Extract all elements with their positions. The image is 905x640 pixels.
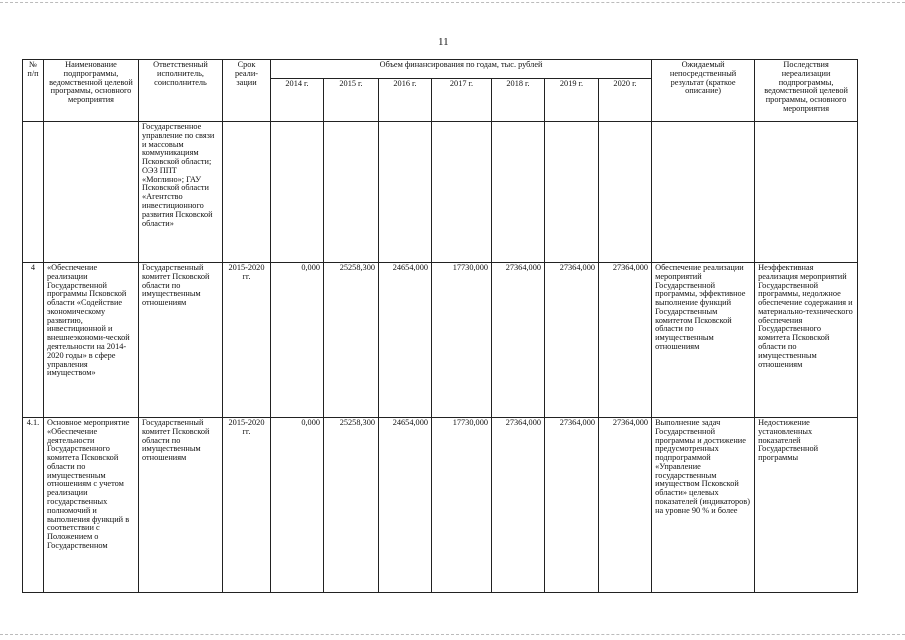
row-value-2016: 24654,000 (379, 418, 432, 593)
row-executor: Государственное управление по связи и массовым коммуникациям Псковской области; ОЭЗ ППТ «Моглино»; ГАУ Псковской области «Агентство инвестиционного развития Псковской области» (139, 122, 223, 263)
row-consequences: Недостижение установленных показателей Государственной программы (755, 418, 858, 593)
row-period: 2015-2020 гг. (223, 263, 271, 418)
row-consequences: Неэффективная реализация мероприятий Государственной программы, недолжное обеспечение содержания и материально-технического обеспечения Государственного комитета Псковской области по имущественным отношениям (755, 263, 858, 418)
row-value-2019 (545, 122, 599, 263)
row-value-2020: 27364,000 (599, 263, 652, 418)
row-value-2018: 27364,000 (492, 263, 545, 418)
row-consequences (755, 122, 858, 263)
header-period: Срок реали-зации (223, 60, 271, 122)
row-name (44, 122, 139, 263)
row-value-2019: 27364,000 (545, 418, 599, 593)
header-year: 2017 г. (432, 79, 492, 122)
header-result: Ожидаемый непосредственный результат (краткое описание) (652, 60, 755, 122)
header-year: 2020 г. (599, 79, 652, 122)
scan-edge-top (0, 2, 905, 4)
row-period (223, 122, 271, 263)
header-consequences: Последствия нереализации подпрограммы, ведомственной целевой программы, основного мероприятия (755, 60, 858, 122)
table-row (23, 418, 858, 593)
row-value-2017: 17730,000 (432, 263, 492, 418)
row-value-2020 (599, 122, 652, 263)
row-value-2015: 25258,300 (324, 263, 379, 418)
table-row (23, 122, 858, 263)
row-value-2018 (492, 122, 545, 263)
row-period: 2015-2020 гг. (223, 418, 271, 593)
row-name: «Обеспечение реализации Государственной программы Псковской области «Содействие экономическому развитию, инвестиционной и внешнеэкономи-ческой деятельности на 2014-2020 годы» в сфере управления имуществом» (44, 263, 139, 418)
header-executor: Ответственный исполнитель, соисполнитель (139, 60, 223, 122)
header-year: 2019 г. (545, 79, 599, 122)
row-name: Основное мероприятие «Обеспечение деятельности Государственного комитета Псковской области по имущественным отношениям с учетом реализации государственных полномочий и выполнения функций в соответствии с Положением о Государственном (44, 418, 139, 593)
header-year: 2016 г. (379, 79, 432, 122)
row-value-2014: 0,000 (271, 418, 324, 593)
row-num: 4 (23, 263, 44, 418)
row-value-2017: 17730,000 (432, 418, 492, 593)
row-value-2019: 27364,000 (545, 263, 599, 418)
row-result: Выполнение задач Государственной программы и достижение предусмотренных подпрограммой «Управление государственным имуществом Псковской области» целевых показателей (индикаторов) на уровне 90 % и более (652, 418, 755, 593)
row-result: Обеспечение реализации мероприятий Государственной программы, эффективное выполнение функций Государственным комитетом Псковской области по имущественным отношениям (652, 263, 755, 418)
scan-edge-bottom (0, 634, 905, 636)
header-year: 2018 г. (492, 79, 545, 122)
row-value-2015 (324, 122, 379, 263)
row-value-2020: 27364,000 (599, 418, 652, 593)
row-num: 4.1. (23, 418, 44, 593)
program-table (22, 59, 858, 593)
row-value-2016 (379, 122, 432, 263)
row-executor: Государственный комитет Псковской области по имущественным отношениям (139, 263, 223, 418)
header-finance: Объем финансирования по годам, тыс. рублей (271, 60, 652, 79)
row-value-2017 (432, 122, 492, 263)
header-row-1 (23, 60, 858, 79)
page-number: 11 (438, 36, 449, 48)
row-executor: Государственный комитет Псковской области по имущественным отношениям (139, 418, 223, 593)
row-value-2016: 24654,000 (379, 263, 432, 418)
row-value-2018: 27364,000 (492, 418, 545, 593)
row-value-2015: 25258,300 (324, 418, 379, 593)
row-result (652, 122, 755, 263)
header-num: № п/п (23, 60, 44, 122)
row-value-2014: 0,000 (271, 263, 324, 418)
header-year: 2015 г. (324, 79, 379, 122)
row-num (23, 122, 44, 263)
header-name: Наименование подпрограммы, ведомственной целевой программы, основного мероприятия (44, 60, 139, 122)
table-row (23, 263, 858, 418)
row-value-2014 (271, 122, 324, 263)
header-year: 2014 г. (271, 79, 324, 122)
